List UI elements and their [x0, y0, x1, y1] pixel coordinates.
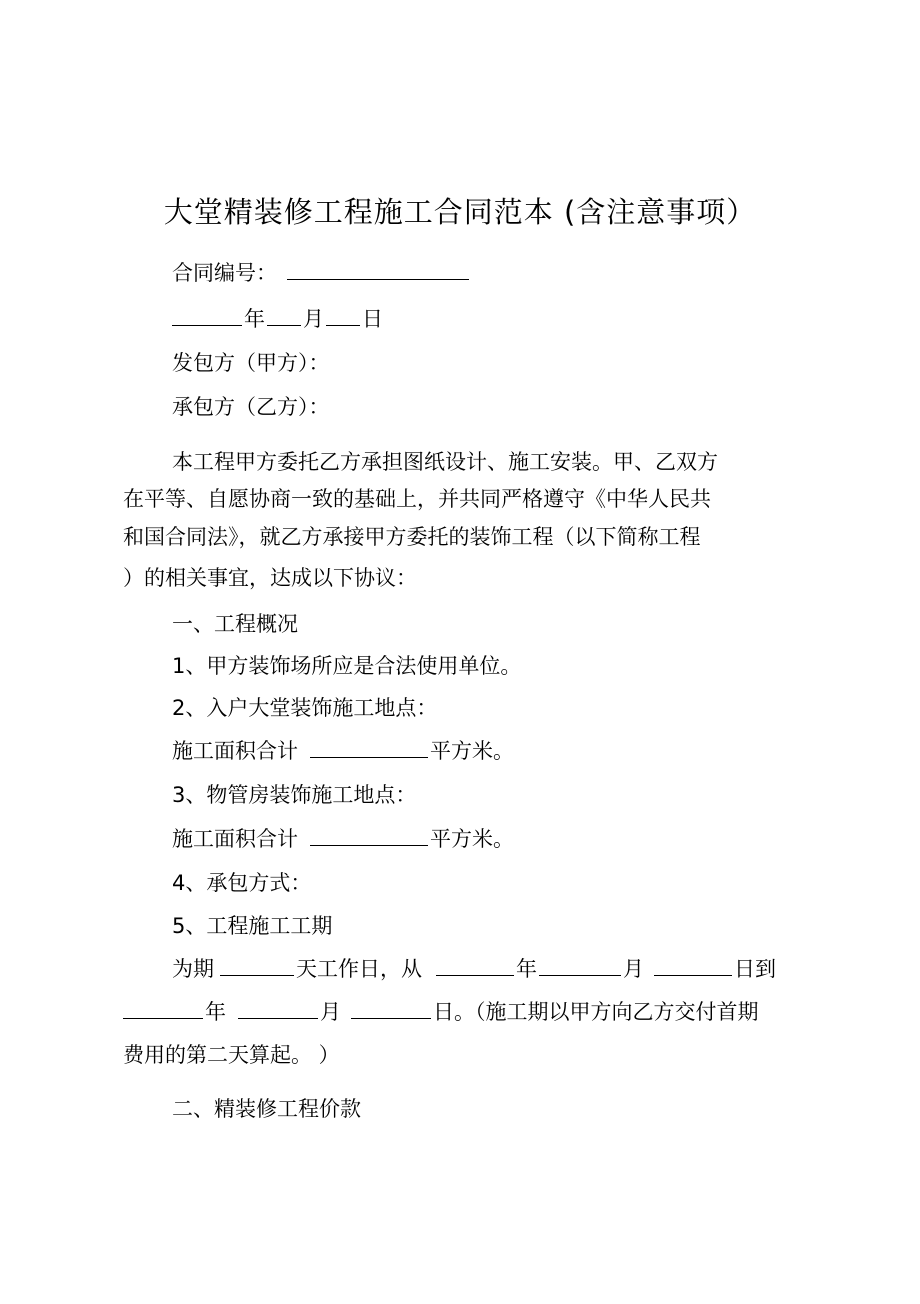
intro-paragraph-line-3: 和国合同法》，就乙方承接甲方委托的装饰工程（以下简称工程 — [123, 525, 701, 549]
item-5: 5、工程施工工期 — [172, 914, 333, 938]
period-start-month-label: 月 — [623, 957, 644, 981]
area-unit-2: 平方米。 — [430, 827, 514, 851]
area-label-2: 施工面积合计 — [172, 827, 298, 851]
area-unit-1: 平方米。 — [430, 739, 514, 763]
period-prefix: 为期 — [172, 957, 214, 981]
period-note-line: 费用的第二天算起。 ） — [123, 1043, 340, 1067]
period-days-blank[interactable] — [220, 955, 294, 976]
date-day-label: 日 — [362, 307, 383, 331]
area-blank-1[interactable] — [310, 737, 428, 758]
area-label-1: 施工面积合计 — [172, 739, 298, 763]
period-line-2 — [123, 997, 759, 1027]
date-year-label: 年 — [244, 307, 265, 331]
item-2: 2、入户大堂装饰施工地点： — [172, 696, 438, 720]
section-2-title: 二、精装修工程价款 — [172, 1097, 361, 1121]
party-b-line: 承包方（乙方）： — [172, 395, 330, 419]
period-start-year-blank[interactable] — [436, 955, 514, 976]
period-end-day-note: 日。（施工期以甲方向乙方交付首期 — [433, 1000, 759, 1024]
period-line-1 — [172, 954, 776, 984]
contract-number-line — [172, 258, 471, 288]
item-4: 4、承包方式： — [172, 871, 312, 895]
contract-number-blank[interactable] — [287, 259, 469, 280]
period-end-month-label: 月 — [320, 1000, 341, 1024]
date-day-blank[interactable] — [326, 305, 360, 326]
document-title: 大堂精装修工程施工合同范本 (含注意事项） — [163, 195, 757, 229]
period-start-year-label: 年 — [516, 957, 537, 981]
period-end-day-blank[interactable] — [351, 998, 431, 1019]
party-a-line: 发包方（甲方）： — [172, 351, 330, 375]
date-month-label: 月 — [303, 307, 324, 331]
date-month-blank[interactable] — [267, 305, 301, 326]
area-blank-2[interactable] — [310, 825, 428, 846]
section-1-title: 一、工程概况 — [172, 612, 298, 636]
intro-paragraph-line-4: ）的相关事宜，达成以下协议： — [123, 566, 417, 590]
period-days-label: 天工作日，从 — [296, 957, 422, 981]
area-line-2 — [172, 824, 514, 854]
date-line — [172, 304, 383, 334]
period-end-month-blank[interactable] — [238, 998, 318, 1019]
period-end-year-blank[interactable] — [123, 998, 203, 1019]
intro-paragraph-line-1: 本工程甲方委托乙方承担图纸设计、施工安装。甲、乙双方 — [172, 450, 718, 474]
item-1: 1、甲方装饰场所应是合法使用单位。 — [172, 654, 522, 678]
period-start-month-blank[interactable] — [539, 955, 621, 976]
area-line-1 — [172, 736, 514, 766]
period-start-day-blank[interactable] — [654, 955, 732, 976]
period-end-year-label: 年 — [205, 1000, 226, 1024]
intro-paragraph-line-2: 在平等、自愿协商一致的基础上，并共同严格遵守《中华人民共 — [123, 487, 711, 511]
period-start-day-label: 日到 — [734, 957, 776, 981]
item-3: 3、物管房装饰施工地点： — [172, 783, 417, 807]
date-year-blank[interactable] — [172, 305, 242, 326]
contract-number-label: 合同编号： — [172, 261, 277, 285]
